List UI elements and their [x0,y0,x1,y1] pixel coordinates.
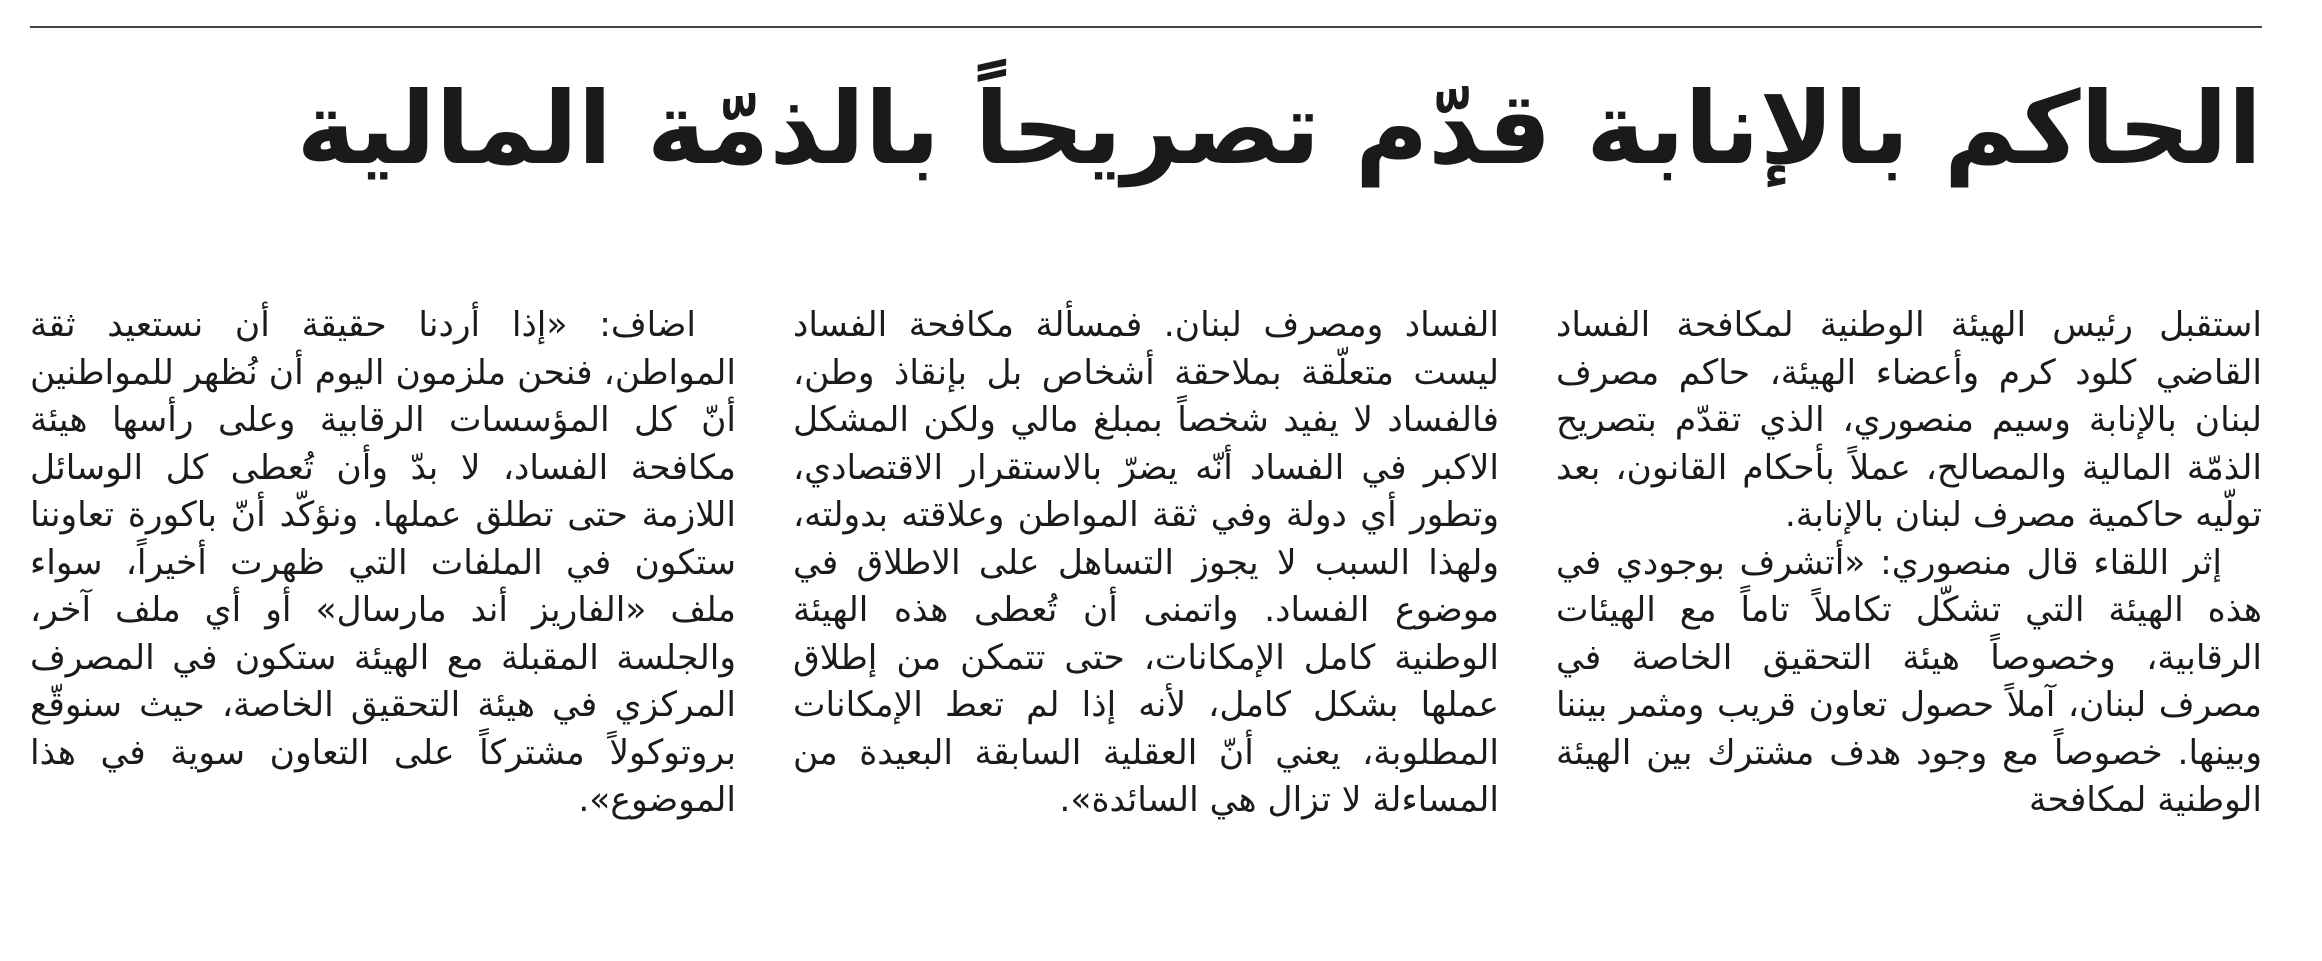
article-column-1 [1556,302,2262,825]
article-column-2 [793,302,1499,825]
paragraph: استقبل رئيس الهيئة الوطنية لمكافحة الفساد القاضي كلود كرم وأعضاء الهيئة، حاكم مصرف لبنان بالإنابة وسيم منصوري، الذي تقدّم بتصريح الذمّة المالية والمصالح، عملاً بأحكام القانون، بعد تولّيه حاكمية مصرف لبنان بالإنابة. [1556,305,2262,535]
article-body [30,302,2262,942]
paragraph: الفساد ومصرف لبنان. فمسألة مكافحة الفساد ليست متعلّقة بملاحقة أشخاص بل بإنقاذ وطن، فالفساد لا يفيد شخصاً بمبلغ مالي ولكن المشكل الاكبر في الفساد أنّه يضرّ بالاستقرار الاقتصادي، وتطور أي دولة وفي ثقة المواطن وعلاقته بدولته، ولهذا السبب لا يجوز التساهل على الاطلاق في موضوع الفساد. واتمنى أن تُعطى هذه الهيئة الوطنية كامل الإمكانات، حتى تتمكن من إطلاق عملها بشكل كامل، لأنه إذا لم تعط الإمكانات المطلوبة، يعني أنّ العقلية السابقة البعيدة من المساءلة لا تزال هي السائدة». [793,305,1499,820]
top-rule [30,26,2262,28]
article-headline: الحاكم بالإنابة قدّم تصريحاً بالذمّة المالية [296,70,2262,187]
paragraph: إثر اللقاء قال منصوري: «أتشرف بوجودي في هذه الهيئة التي تشكّل تكاملاً تاماً مع الهيئات الرقابية، وخصوصاً هيئة التحقيق الخاصة في مصرف لبنان، آملاً حصول تعاون قريب ومثمر بيننا وبينها. خصوصاً مع وجود هدف مشترك بين الهيئة الوطنية لمكافحة [1556,542,2262,820]
article-column-3 [30,302,736,825]
paragraph: اضاف: «إذا أردنا حقيقة أن نستعيد ثقة المواطن، فنحن ملزمون اليوم أن نُظهر للمواطنين أنّ كل المؤسسات الرقابية وعلى رأسها هيئة مكافحة الفساد، لا بدّ وأن تُعطى كل الوسائل اللازمة حتى تطلق عملها. ونؤكّد أنّ باكورة تعاوننا ستكون في الملفات التي ظهرت أخيراً، سواء ملف «الفاريز أند مارسال» أو أي ملف آخر، والجلسة المقبلة مع الهيئة ستكون في المصرف المركزي في هيئة التحقيق الخاصة، حيث سنوقّع بروتوكولاً مشتركاً على التعاون سوية في هذا الموضوع». [30,305,736,820]
